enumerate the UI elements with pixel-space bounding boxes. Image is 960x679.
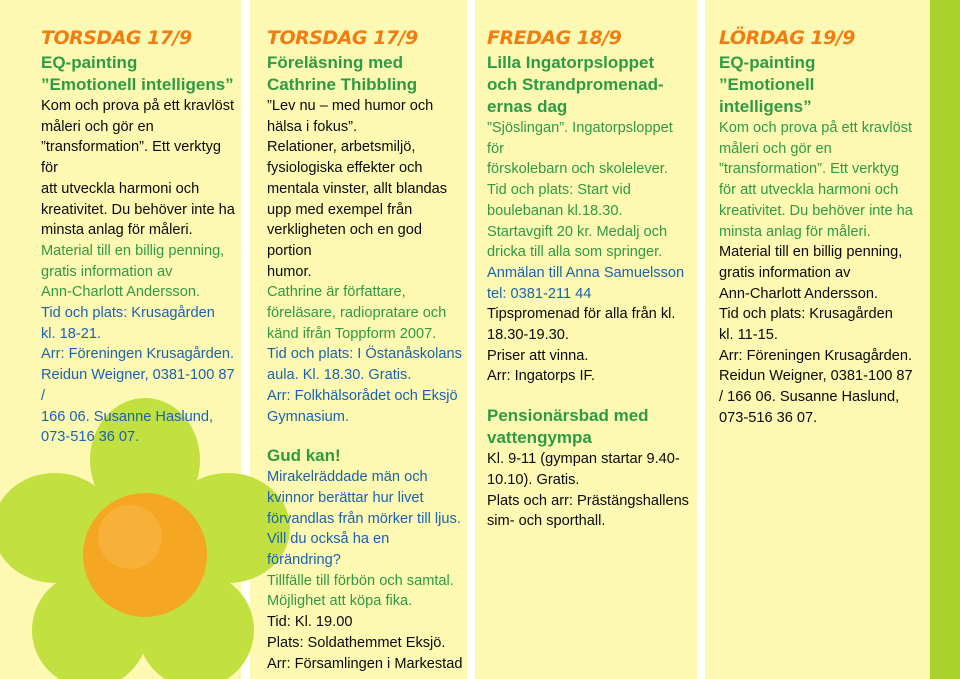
event-date: LÖRDAG 19/9 (719, 27, 855, 49)
event2-time-place: Tid: Kl. 19.00 Plats: Soldathemmet Eksjö. Arr: Församlingen i Markestad (267, 614, 463, 672)
event-material-info: Material till en billig penning, gratis information av Ann-Charlott Andersson. (41, 242, 225, 301)
event-column-saturday-eq (719, 24, 925, 429)
event-speaker-info: Cathrine är författare, föreläsare, radiopratare och känd ifrån Toppform 2007. (267, 284, 447, 342)
divider-3 (697, 0, 705, 679)
flower-center-highlight (98, 505, 162, 569)
event2-activities: Tillfälle till förbön och samtal. Möjlighet att köpa fika. (267, 572, 454, 610)
event-description: ”Sjöslingan”. Ingatorpsloppet för förskolebarn och skolelever. Tid och plats: Start vid boulebanan kl.18.30. Startavgift 20 kr. Medalj och dricka till alla som springer. (487, 120, 673, 261)
event-title: EQ-painting ”Emotionell intelligens” (41, 53, 234, 94)
event-title: Lilla Ingatorpsloppet och Strandpromenad- ernas dag (487, 53, 664, 116)
event-column-thursday-eq (41, 24, 241, 448)
event-extra-info: Tipspromenad för alla från kl. 18.30-19.30. Priser att vinna. Arr: Ingatorps IF. (487, 306, 676, 385)
event-column-friday (487, 24, 693, 532)
event-time-place: Material till en billig penning, gratis information av Ann-Charlott Andersson. Tid och plats: Krusagården kl. 11-15. Arr: Föreningen Krusagården. Reidun Weigner, 0381-100 87 / 166 06. Susanne Haslund, 073-516 36 07. (719, 244, 913, 426)
event-registration: Anmälan till Anna Samuelsson tel: 0381-211 44 (487, 264, 685, 302)
event2-details: Kl. 9-11 (gympan startar 9.40- 10.10). Gratis. Plats och arr: Prästängshallens sim- och sporthall. (487, 451, 689, 530)
green-edge-stripe (930, 0, 960, 679)
event-time-place: Tid och plats: Krusagården kl. 18-21. Arr: Föreningen Krusagården. Reidun Weigner, 0381-100 87 / 166 06. Susanne Haslund, 073-516 36 07. (41, 305, 235, 446)
event-date: TORSDAG 17/9 (41, 27, 192, 49)
event-description: ”Lev nu – med humor och hälsa i fokus”. Relationer, arbetsmiljö, fysiologiska effekter och mentala vinster, allt blandas upp med exempel från verkligheten och en god portion humor. (267, 98, 448, 280)
event-date: TORSDAG 17/9 (267, 27, 418, 49)
event-description: Kom och prova på ett kravlöst måleri och gör en ”transformation”. Ett verktyg för att utveckla harmoni och kreativitet. Du behöver inte ha minsta anlag för måleri. (719, 120, 913, 240)
event-time-place: Tid och plats: I Östanåskolans aula. Kl. 18.30. Gratis. Arr: Folkhälsorådet och Eksjö Gymnasium. (267, 346, 462, 425)
event2-title: Pensionärsbad med vattengympa (487, 406, 649, 448)
event-description: Kom och prova på ett kravlöst måleri och gör en ”transformation”. Ett verktyg för att utveckla harmoni och kreativitet. Du behöver inte ha minsta anlag för måleri. (41, 98, 235, 239)
event-title: EQ-painting ”Emotionell intelligens” (719, 53, 816, 116)
event2-description: Mirakelräddade män och kvinnor berättar hur livet förvandlas från mörker till ljus. Vill du också ha en förändring? (267, 469, 461, 569)
divider-2 (467, 0, 475, 679)
event-date: FREDAG 18/9 (487, 27, 622, 49)
event2-title: Gud kan! (267, 446, 341, 466)
event-column-thursday-lecture (267, 24, 467, 674)
event-title: Föreläsning med Cathrine Thibbling (267, 53, 418, 94)
